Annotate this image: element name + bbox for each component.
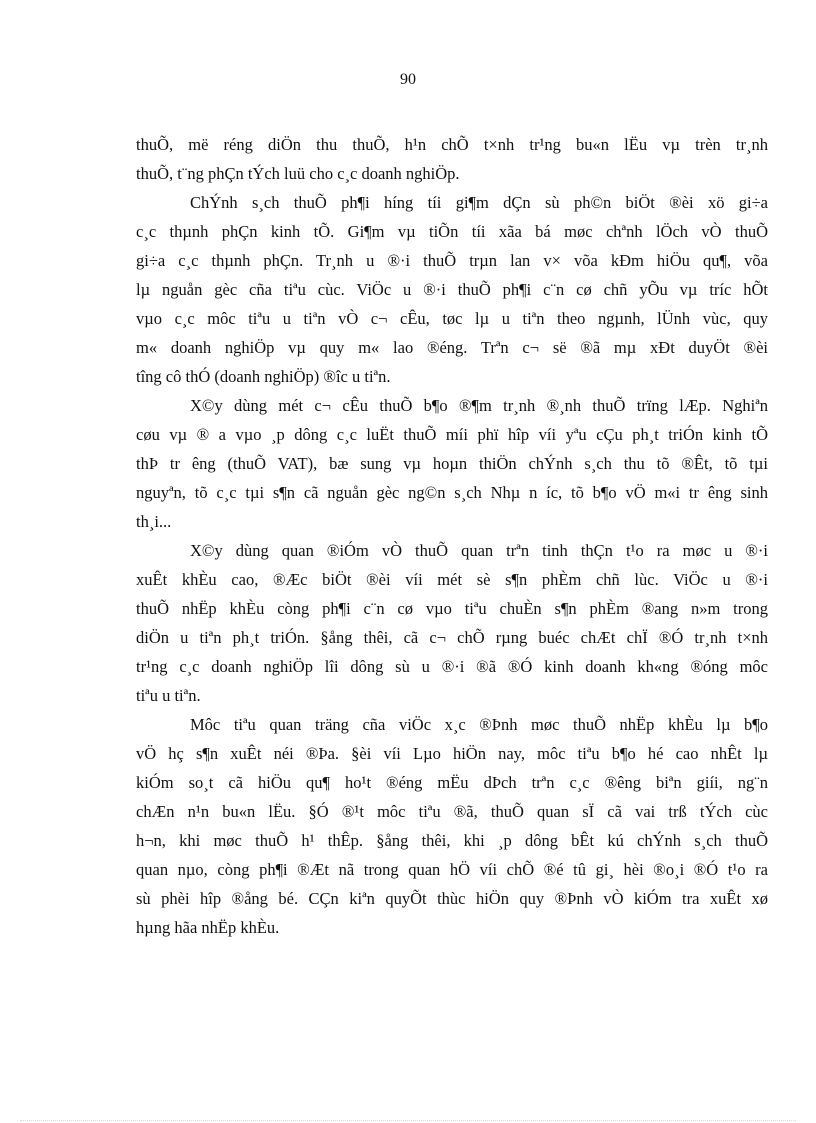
body-text bbox=[136, 130, 768, 942]
text-line: Môc tiªu quan träng cña viÖc x¸c ®Þnh møc thuÕ nhËp khÈu lµ b¶o bbox=[190, 715, 768, 734]
text-line: ChÝnh s¸ch thuÕ ph¶i híng tíi gi¶m dÇn sù ph©n biÖt ®èi xö gi÷a bbox=[190, 193, 768, 212]
text-line: tiªu u tiªn. bbox=[136, 686, 201, 705]
text-line: vµo c¸c môc tiªu u tiªn vÒ c¬ cÊu, tøc lµ u tiªn theo ngµnh, lÜnh vùc, quy bbox=[136, 309, 768, 328]
text-line: diÖn u tiªn ph¸t triÓn. §ång thêi, cã c¬ chÕ rµng buéc chÆt chÏ ®Ó tr¸nh t×nh bbox=[136, 628, 768, 647]
text-line: xuÊt khÈu cao, ®Æc biÖt ®èi víi mét sè s¶n phÈm chñ lùc. ViÖc u ®·i bbox=[136, 570, 768, 589]
paragraph bbox=[136, 188, 768, 391]
text-line: hµng hãa nhËp khÈu. bbox=[136, 918, 280, 937]
paragraph bbox=[136, 710, 768, 942]
text-line: thuÕ, më réng diÖn thu thuÕ, h¹n chÕ t×nh tr¹ng bu«n lËu vµ trèn tr¸nh bbox=[136, 135, 768, 154]
paragraph bbox=[136, 130, 768, 188]
text-line: gi÷a c¸c thµnh phÇn. Tr¸nh u ®·i thuÕ trµn lan v× võa kÐm hiÖu qu¶, võa bbox=[136, 251, 768, 270]
text-line: th¸i... bbox=[136, 512, 172, 531]
text-line: thuÕ nhËp khÈu còng ph¶i c¨n cø vµo tiªu chuÈn s¶n phÈm ®ang n»m trong bbox=[136, 599, 768, 618]
text-line: nguyªn, tõ c¸c tµi s¶n cã nguån gèc ng©n s¸ch Nhµ n íc, tõ b¶o vÖ m«i tr êng sinh bbox=[136, 483, 768, 502]
page-bottom-divider bbox=[20, 1120, 796, 1121]
text-line: X©y dùng mét c¬ cÊu thuÕ b¶o ®¶m tr¸nh ®¸nh thuÕ trïng lÆp. Nghiªn bbox=[190, 396, 768, 415]
text-line: tîng cô thÓ (doanh nghiÖp) ®îc u tiªn. bbox=[136, 367, 391, 386]
text-line: kiÓm so¸t cã hiÖu qu¶ ho¹t ®éng mËu dÞch trªn c¸c ®êng biªn giíi, ng¨n bbox=[136, 773, 768, 792]
text-line: sù phèi hîp ®ång bé. CÇn kiªn quyÕt thùc hiÖn quy ®Þnh vÒ kiÓm tra xuÊt xø bbox=[136, 889, 768, 908]
paragraph bbox=[136, 391, 768, 536]
text-line: thuÕ, t¨ng phÇn tÝch luü cho c¸c doanh nghiÖp. bbox=[136, 164, 460, 183]
paragraph bbox=[136, 536, 768, 710]
text-line: lµ nguån gèc cña tiªu cùc. ViÖc u ®·i thuÕ ph¶i c¨n cø chñ yÕu vµ tríc hÕt bbox=[136, 280, 768, 299]
text-line: vÖ hç s¶n xuÊt néi ®Þa. §èi víi Lµo hiÖn nay, môc tiªu b¶o hé cao nhÊt lµ bbox=[136, 744, 768, 763]
page-number: 90 bbox=[400, 71, 416, 88]
text-line: tr¹ng c¸c doanh nghiÖp lîi dông sù u ®·i ®ã ®Ó kinh doanh kh«ng ®óng môc bbox=[136, 657, 768, 676]
text-line: h¬n, khi møc thuÕ h¹ thÊp. §ång thêi, khi ¸p dông bÊt kú chÝnh s¸ch thuÕ bbox=[136, 831, 768, 850]
text-line: quan nµo, còng ph¶i ®Æt nã trong quan hÖ víi chÕ ®é tû gi¸ hèi ®o¸i ®Ó t¹o ra bbox=[136, 860, 768, 879]
text-line: chÆn n¹n bu«n lËu. §Ó ®¹t môc tiªu ®ã, thuÕ quan sÏ cã vai trß tÝch cùc bbox=[136, 802, 768, 821]
text-line: m« doanh nghiÖp vµ quy m« lao ®éng. Trªn c¬ së ®ã mµ xÐt duyÖt ®èi bbox=[136, 338, 768, 357]
text-line: cøu vµ ® a vµo ¸p dông c¸c luËt thuÕ míi phï hîp víi yªu cÇu ph¸t triÓn kinh tÕ bbox=[136, 425, 768, 444]
text-line: X©y dùng quan ®iÓm vÒ thuÕ quan trªn tinh thÇn t¹o ra møc u ®·i bbox=[190, 541, 768, 560]
text-line: c¸c thµnh phÇn kinh tÕ. Gi¶m vµ tiÕn tíi xãa bá møc chªnh lÖch vÒ thuÕ bbox=[136, 222, 768, 241]
text-line: thÞ tr êng (thuÕ VAT), bæ sung vµ hoµn thiÖn chÝnh s¸ch thu tõ ®Êt, tõ tµi bbox=[136, 454, 768, 473]
